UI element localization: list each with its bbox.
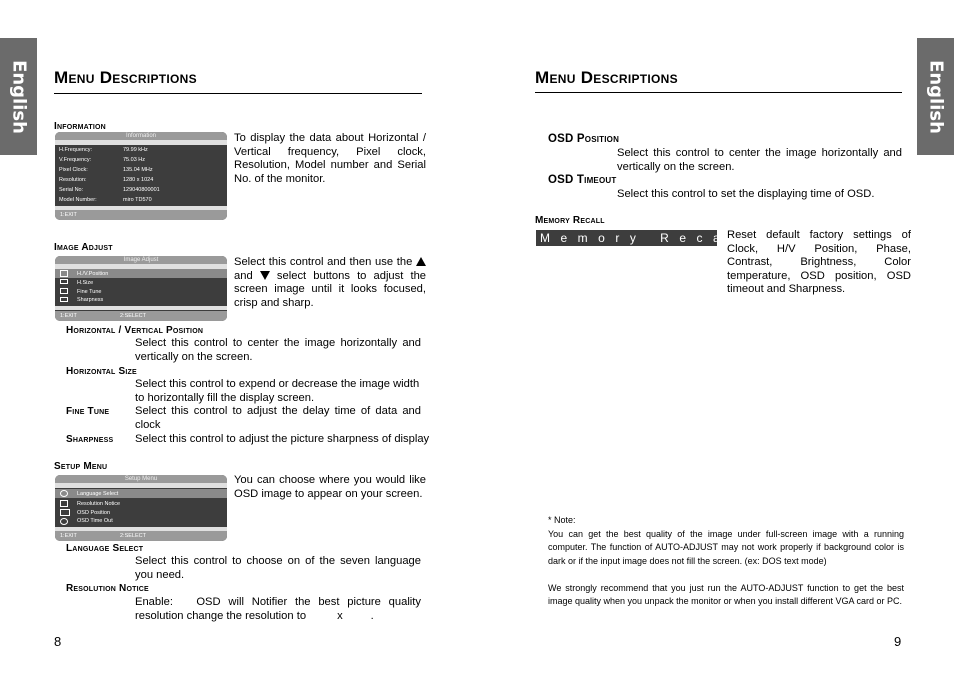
osd-row-value: 1280 x 1024 — [123, 177, 154, 183]
fine-tune-description: Select this control to adjust the delay time of data and clock — [135, 405, 421, 431]
osd-row-label: V.Frequency: — [59, 157, 92, 163]
osd-select-hint: 2:SELECT — [120, 313, 146, 319]
image-adjust-description: Select this control and then use the and select buttons to adjust the screen image until it looks focused, crisp and sharp. — [234, 256, 427, 309]
clock-icon — [60, 518, 68, 525]
osd-row-label: Model Number: — [59, 197, 97, 203]
page-title-left: Menu Descriptions — [54, 68, 197, 87]
language-select-description: Select this control to choose on of the seven language you need. — [135, 555, 421, 581]
osd-title: Image Adjust — [55, 256, 227, 264]
osd-exit-hint: 1:EXIT — [60, 313, 77, 319]
setup-menu-description: You can choose where you would like OSD image to appear on your screen. — [234, 474, 426, 500]
osd-position-icon — [60, 509, 70, 516]
subsection-heading-hv-position: Horizontal / Vertical Position — [66, 325, 204, 336]
note-paragraph: We strongly recommend that you just run the AUTO-ADJUST function to get the best image quality when you unpack the monitor or when you install different VGA card or PC. — [548, 583, 904, 607]
osd-menu-item: H./V.Position — [77, 271, 109, 277]
hv-position-description: Select this control to center the image horizontally and vertically on the screen. — [135, 337, 421, 363]
language-tab-label: English — [8, 59, 29, 134]
title-divider — [535, 92, 902, 93]
language-tab-label: English — [925, 59, 946, 134]
osd-menu-item: Resolution Notice — [77, 501, 121, 507]
osd-menu-item: Language Select — [77, 491, 119, 497]
fine-tune-icon — [60, 288, 68, 294]
sharpness-icon — [60, 297, 68, 302]
memory-recall-description: Reset default factory settings of Clock, H/V Position, Phase, Contrast, Brightness, Color temperature, OSD position, OSD timeout and Sharpness. — [727, 229, 911, 296]
globe-icon — [60, 490, 68, 497]
osd-position-description: Select this control to center the image horizontally and vertically on the screen. — [617, 147, 902, 173]
section-heading-setup-menu: Setup Menu — [54, 461, 108, 472]
osd-information-panel — [55, 132, 227, 220]
osd-row-label: Serial No: — [59, 187, 84, 193]
up-arrow-icon — [416, 257, 426, 266]
subsection-heading-resolution-notice: Resolution Notice — [66, 583, 149, 594]
subsection-heading-fine-tune: Fine Tune — [66, 406, 110, 417]
osd-row-label: Pixel Clock: — [59, 167, 88, 173]
subsection-heading-language-select: Language Select — [66, 543, 144, 554]
osd-row-value: 129040800001 — [123, 187, 160, 193]
title-divider — [54, 93, 422, 94]
osd-row-label: Resolution: — [59, 177, 87, 183]
osd-row-value: 79.99 kHz — [123, 147, 148, 153]
osd-menu-item: OSD Time Out — [77, 518, 113, 524]
osd-row-label: H.Frequency: — [59, 147, 93, 153]
osd-footer — [55, 311, 227, 321]
osd-row-value: 135.04 MHz — [123, 167, 153, 173]
resolution-icon — [60, 500, 68, 507]
position-icon — [60, 270, 68, 277]
resolution-notice-description: Enable: OSD will Notifier the best picture quality resolution change the resolution to x . — [135, 596, 425, 622]
section-heading-osd-timeout: OSD Timeout — [548, 174, 617, 186]
language-tab-right — [917, 38, 954, 155]
subsection-heading-sharpness: Sharpness — [66, 434, 114, 445]
osd-title: Information — [55, 132, 227, 140]
osd-menu-item: Fine Tune — [77, 289, 102, 295]
page-number-left: 8 — [54, 634, 62, 649]
language-tab-left — [0, 38, 37, 155]
osd-footer — [55, 210, 227, 220]
osd-menu-item: Sharpness — [77, 297, 104, 303]
section-heading-memory-recall: Memory Recall — [535, 215, 605, 226]
page-title-right: Menu Descriptions — [535, 68, 678, 87]
section-heading-information: Information — [54, 121, 106, 132]
osd-exit-hint: 1:EXIT — [60, 533, 77, 539]
note-label: * Note: — [548, 515, 576, 525]
osd-footer — [55, 531, 227, 541]
note-paragraph: You can get the best quality of the image under full-screen image with a running computer. The function of AUTO-ADJUST may not work properly if background color is dark or if the input image does not fill the screen. (ex: DOS text mode) — [548, 529, 904, 566]
information-description: To display the data about Horizontal / Vertical frequency, Pixel clock, Resolution, Model number and Serial No. of the monitor. — [234, 132, 426, 185]
osd-setup-menu-panel — [55, 475, 227, 541]
section-heading-osd-position: OSD Position — [548, 133, 620, 145]
osd-menu-item: H.Size — [77, 280, 94, 286]
size-icon — [60, 279, 68, 284]
subsection-heading-h-size: Horizontal Size — [66, 366, 137, 377]
section-heading-image-adjust: Image Adjust — [54, 242, 113, 253]
osd-row-value: 75.03 Hz — [123, 157, 146, 163]
sharpness-description: Select this control to adjust the picture sharpness of display — [135, 433, 430, 445]
osd-image-adjust-panel — [55, 256, 227, 321]
osd-row-value: miro TD570 — [123, 197, 152, 203]
osd-select-hint: 2:SELECT — [120, 533, 146, 539]
osd-menu-item: OSD Position — [77, 510, 111, 516]
h-size-description: Select this control to expend or decrease the image width to horizontally fill the display screen. — [135, 378, 420, 404]
down-arrow-icon — [260, 271, 270, 280]
page-number-right: 9 — [894, 634, 902, 649]
osd-timeout-description: Select this control to set the displaying time of OSD. — [617, 188, 875, 200]
osd-exit-hint: 1:EXIT — [60, 212, 77, 218]
osd-title: Setup Menu — [55, 475, 227, 483]
memory-recall-bar: Memory Recall — [536, 230, 717, 246]
